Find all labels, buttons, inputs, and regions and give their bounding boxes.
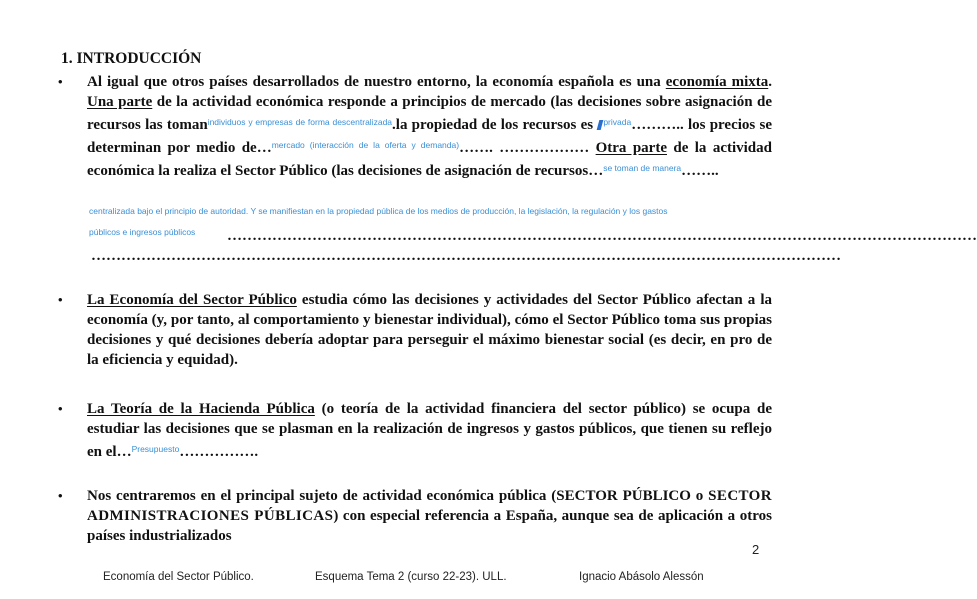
bullet-dot: • [58,488,63,503]
fill-in-dots-line [87,228,977,245]
dots: ……….. [631,117,684,133]
bullet-item-public-finance-theory [58,399,772,462]
fill-in-dots-line: …………………………………………………………………………………………………………………………………… [91,248,841,264]
dots: ……. ……………… [459,140,596,156]
bold-term: SECTOR ADMINISTRACIONES PÚBLICAS [87,488,772,524]
dots: ……………. [179,444,259,460]
handwritten-annotation: privada [603,117,632,127]
text: (o teoría de la actividad financiera del sector público) se ocupa de estudiar las decisiones que se plasman en la realización de ingresos y gastos públicos, que tienen su reflejo en el… [87,401,773,460]
bullet-item-focus [58,486,772,546]
text: . [768,74,772,90]
handwritten-annotation: se toman de manera [603,163,682,173]
footer-center: Esquema Tema 2 (curso 22-23). ULL. [315,571,507,583]
bullet-dot: • [58,74,63,89]
underlined-term: Otra parte [595,140,667,156]
underlined-term: economía mixta [665,74,769,90]
bullet-dot: • [58,292,63,307]
underlined-term: La Teoría de la Hacienda Pública [87,401,315,417]
handwritten-annotation: mercado (interacción de la oferta y demanda) [271,140,460,150]
dots: …………………………………………………………………………………………………………………………………… [227,228,977,244]
text: Al igual que otros países desarrollados de nuestro entorno, la economía española es una [87,74,666,90]
handwritten-annotation-line: públicos e ingresos públicos [89,227,196,237]
footer-right: Ignacio Abásolo Alessón [579,571,704,583]
underlined-term: Una parte [87,94,153,110]
handwritten-annotation-line: centralizada bajo el principio de autoridad. Y se manifiestan en la propiedad pública de los medios de producción, la legislación, la regulación y los gastos [89,206,668,216]
bullet-dot: • [58,401,63,416]
text: de la actividad económica la realiza el Sector Público (las decisiones de asignación de recursos… [87,140,772,179]
text: la propiedad de los recursos es [395,117,598,133]
dots: . [392,117,396,133]
section-heading: 1. INTRODUCCIÓN [61,50,202,67]
text: de la actividad económica responde a principios de mercado (las decisiones sobre asignación de recursos las toman [87,94,773,133]
footer-left: Economía del Sector Público. [103,571,254,583]
page-number: 2 [752,542,760,557]
bullet-item-public-sector-economics [58,290,772,370]
text: los precios se determinan por medio de… [87,117,772,156]
handwritten-annotation: individuos y empresas de forma descentralizada [207,117,393,127]
handwritten-annotation: Presupuesto [131,444,180,454]
underlined-term: La Economía del Sector Público [87,292,297,308]
text: ) con especial referencia a España, aunque sea de aplicación a otros países industrializados [87,508,772,544]
dots: …….. [681,163,719,179]
text: Nos centraremos en el principal sujeto de actividad económica pública (SECTOR PÚBLICO o [87,488,709,504]
text: estudia cómo las decisiones y actividades del Sector Público afectan a la economía (y, por tanto, al comportamiento y bienestar individual), cómo el Sector Público toma sus propias decisiones y qué decisiones debería adoptar para perseguir el máximo bienestar social (es decir, en pro de la eficiencia y equidad). [87,292,772,368]
